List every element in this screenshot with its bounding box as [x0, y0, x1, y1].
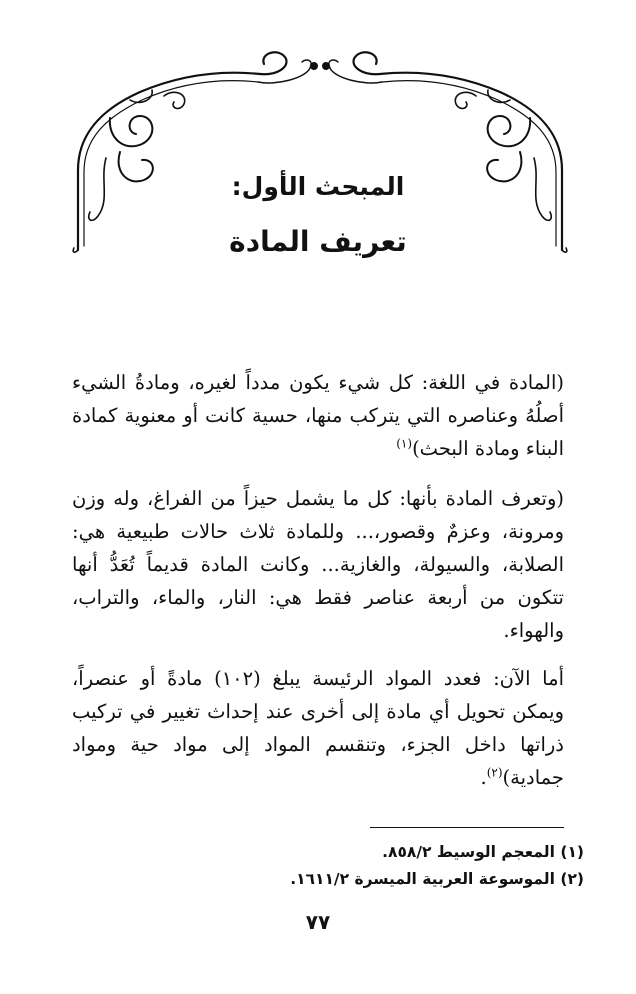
- ornament-left: [73, 52, 317, 252]
- footnote-item: [200, 843, 584, 861]
- footnote-item: [200, 870, 584, 888]
- footnote-reference-1: (١): [396, 436, 413, 451]
- footnote-number: (١): [560, 843, 584, 861]
- scrollwork-frame-ornament: [70, 40, 570, 255]
- paragraph-text: أما الآن: فعدد المواد الرئيسة يبلغ (١٠٢) مادةً أو عنصراً، ويمكن تحويل أي مادة إلى أخرى عند إحداث تغيير في تركيب ذراتها داخل الجزء، وتنقسم المواد إلى مواد حية ومواد جمادية): [72, 667, 564, 789]
- paragraph-language-definition: [72, 366, 564, 465]
- section-label: المبحث الأول:: [231, 172, 405, 201]
- paragraph-elements-count: [72, 662, 564, 794]
- paragraph-text: (وتعرف المادة بأنها: كل ما يشمل حيزاً من الفراغ، وله وزن ومرونة، وعزمٌ وقصور،... وللمادة ثلاث حالات طبيعية هي: الصلابة، والسيولة، والغازية... وكانت المادة قديماً تُعَدُّ أنها تتكون من أربعة عناصر فقط هي: النار، والماء، والتراب، والهواء.: [72, 487, 564, 642]
- footnote-number: (٢): [560, 870, 584, 888]
- footnote-text: الموسوعة العربية الميسرة ١٦١١/٢.: [290, 870, 555, 888]
- paragraph-matter-definition: [72, 482, 564, 647]
- section-title: تعريف المادة: [229, 225, 407, 258]
- footnote-reference-2: (٢): [486, 765, 503, 780]
- ornament-right: [323, 52, 567, 252]
- footnote-divider: [370, 827, 564, 828]
- page-number: ٧٧: [305, 910, 331, 934]
- footnote-text: المعجم الوسيط ٨٥٨/٢.: [382, 843, 555, 861]
- paragraph-text: (المادة في اللغة: كل شيء يكون مدداً لغيره، ومادةُ الشيء أصلُهُ وعناصره التي يتركب منها، حسية كانت أو معنوية كمادة البناء ومادة البحث): [72, 371, 564, 460]
- paragraph-end-period: .: [480, 766, 487, 789]
